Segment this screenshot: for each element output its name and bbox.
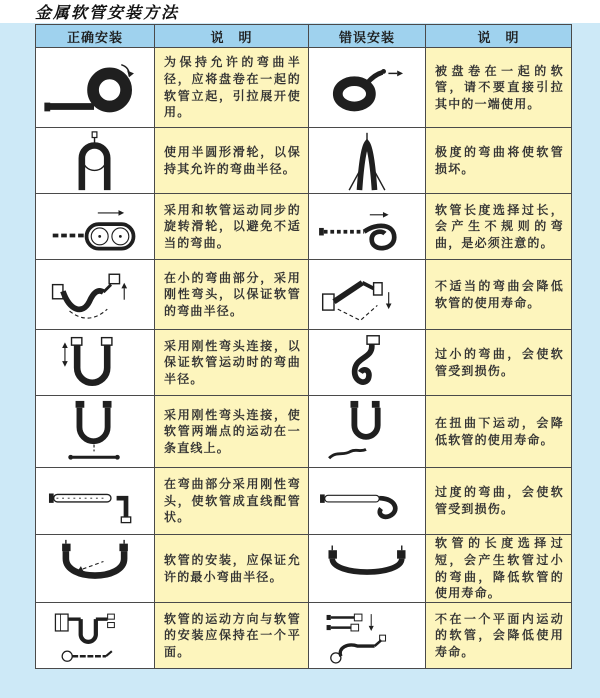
overbent-end-icon — [313, 470, 421, 532]
header-correct-note: 说 明 — [155, 25, 308, 47]
correct-illustration-cell-6 — [36, 396, 154, 467]
wrong-illustration-cell-1 — [309, 48, 425, 127]
correct-illustration-cell-1 — [36, 48, 154, 127]
wrong-note-5: 过小的弯曲，会使软管受到损伤。 — [426, 330, 571, 395]
improper-sharp-bend-icon — [313, 262, 421, 328]
correct-illustration-cell-5 — [36, 330, 154, 395]
twisted-motion-icon — [313, 398, 421, 466]
correct-note-6: 采用刚性弯头连接，使软管两端点的运动在一条直线上。 — [155, 396, 308, 467]
wrong-illustration-cell-4 — [309, 260, 425, 329]
rigid-elbow-small-bend-icon — [40, 262, 150, 328]
installation-table — [35, 24, 572, 669]
wrong-illustration-cell-5 — [309, 330, 425, 395]
wrong-illustration-cell-9 — [309, 603, 425, 668]
correct-illustration-cell-8 — [36, 535, 154, 602]
correct-illustration-cell-7 — [36, 468, 154, 534]
header-wrong-install: 错误安装 — [309, 25, 425, 47]
wrong-note-3: 软管长度选择过长，会产生不规则的弯曲，是必须注意的。 — [426, 194, 571, 259]
irregular-loop-icon — [313, 196, 421, 258]
standing-coil-unrolled-icon — [40, 51, 150, 125]
wrong-note-7: 过度的弯曲，会使软管受到损伤。 — [426, 468, 571, 534]
wrong-note-8: 软管的长度选择过短，会产生软管过小的弯曲，降低软管的使用寿命。 — [426, 535, 571, 602]
header-wrong-note: 说 明 — [426, 25, 571, 47]
wrong-illustration-cell-2 — [309, 128, 425, 193]
coil-end-pulled-icon — [313, 51, 421, 125]
straight-run-elbow-icon — [40, 470, 150, 532]
correct-note-3: 采用和软管运动同步的旋转滑轮，以避免不适当的弯曲。 — [155, 194, 308, 259]
wrong-illustration-cell-3 — [309, 194, 425, 259]
correct-note-7: 在弯曲部分采用刚性弯头，使软管成直线配管状。 — [155, 468, 308, 534]
wrong-illustration-cell-8 — [309, 535, 425, 602]
moving-u-bend-icon — [40, 332, 150, 394]
correct-note-4: 在小的弯曲部分，采用刚性弯头，以保证软管的弯曲半径。 — [155, 260, 308, 329]
sharp-bend-icon — [313, 130, 421, 192]
single-plane-routing-icon — [40, 604, 150, 668]
correct-note-9: 软管的运动方向与软管的安装应保持在一个平面。 — [155, 603, 308, 668]
rotating-pulleys-icon — [40, 196, 150, 258]
wrong-note-1: 被盘卷在一起的软管，请不要直接引拉其中的一端使用。 — [426, 48, 571, 127]
wrong-note-6: 在扭曲下运动，会降低软管的使用寿命。 — [426, 396, 571, 467]
correct-illustration-cell-4 — [36, 260, 154, 329]
wrong-note-9: 不在一个平面内运动的软管，会降低使用寿命。 — [426, 603, 571, 668]
too-short-flat-u-icon — [313, 538, 421, 600]
wrong-note-2: 极度的弯曲将使软管损坏。 — [426, 128, 571, 193]
too-small-bend-icon — [313, 332, 421, 394]
correct-note-2: 使用半圆形滑轮，以保持其允许的弯曲半径。 — [155, 128, 308, 193]
correct-note-5: 采用刚性弯头连接，以保证软管运动时的弯曲半径。 — [155, 330, 308, 395]
correct-illustration-cell-9 — [36, 603, 154, 668]
wrong-note-4: 不适当的弯曲会降低软管的使用寿命。 — [426, 260, 571, 329]
header-correct-install: 正确安装 — [36, 25, 154, 47]
page-title: 金属软管安装方法 — [35, 3, 180, 22]
correct-illustration-cell-2 — [36, 128, 154, 193]
semicircular-pulley-icon — [40, 130, 150, 192]
min-bend-radius-icon — [40, 538, 150, 600]
title-strip — [0, 0, 600, 23]
correct-note-8: 软管的安装，应保证允许的最小弯曲半径。 — [155, 535, 308, 602]
wrong-illustration-cell-7 — [309, 468, 425, 534]
correct-note-1: 为保持允许的弯曲半径，应将盘卷在一起的软管立起，引拉展开使用。 — [155, 48, 308, 127]
correct-illustration-cell-3 — [36, 194, 154, 259]
endpoints-inline-icon — [40, 398, 150, 466]
wrong-illustration-cell-6 — [309, 396, 425, 467]
out-of-plane-routing-icon — [313, 604, 421, 668]
